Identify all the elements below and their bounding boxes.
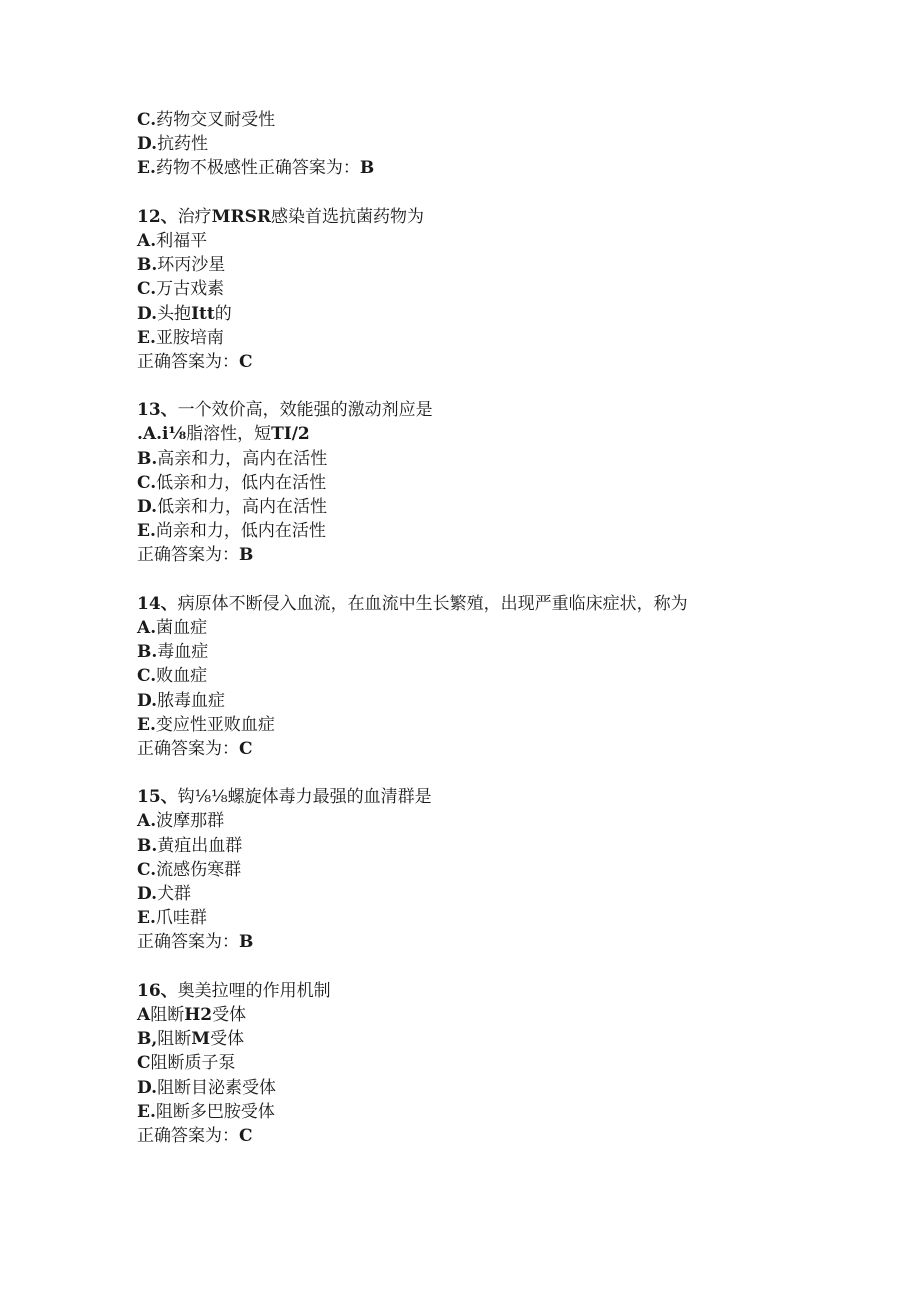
question-title: 15、钩⅛⅛螺旋体毒力最强的血清群是 xyxy=(137,787,432,808)
option-d: D.头抱Itt的 xyxy=(137,303,232,324)
option-e: E.变应性亚败血症 xyxy=(137,714,275,735)
option-b: B.黄疽出血群 xyxy=(137,835,243,856)
answer-line: 正确答案为：B xyxy=(137,545,254,566)
answer-line: 正确答案为：C xyxy=(137,1125,253,1146)
answer-line: 正确答案为：B xyxy=(137,932,254,953)
option-b: B,阻断M受体 xyxy=(137,1029,245,1050)
option-e: E.阻断多巴胺受体 xyxy=(137,1101,275,1122)
question-title: 12、治疗MRSR感染首选抗菌药物为 xyxy=(137,206,425,227)
answer-value: C xyxy=(239,351,253,372)
option-d: D.阻断目泌素受体 xyxy=(137,1077,277,1098)
answer-value: C xyxy=(239,738,253,759)
option-a: A.利福平 xyxy=(137,230,208,251)
option-c: C.药物交叉耐受性 xyxy=(137,110,276,130)
option-b: B.毒血症 xyxy=(137,642,209,663)
option-d: D.低亲和力，高内在活性 xyxy=(137,497,328,517)
option-c: C阻断质子泵 xyxy=(137,1053,236,1074)
answer-value: C xyxy=(239,1125,253,1146)
option-c: C.败血症 xyxy=(137,666,208,687)
option-e: E.爪哇群 xyxy=(137,908,207,929)
option-a: .A.i⅛脂溶性，短TI/2 xyxy=(137,424,310,445)
option-d: D.抗药性 xyxy=(137,134,209,155)
answer-value: B xyxy=(239,545,254,566)
question-title: 13、一个效价高，效能强的激动剂应是 xyxy=(137,400,433,421)
option-b: B.高亲和力，高内在活性 xyxy=(137,448,328,469)
answer-value: B xyxy=(239,932,254,953)
answer-value: B xyxy=(359,158,375,179)
option-c: C.万古戏素 xyxy=(137,279,225,300)
question-title: 16、奥美拉哩的作用机制 xyxy=(137,980,331,1001)
answer-line: 正确答案为：C xyxy=(137,738,253,759)
option-a: A.菌血症 xyxy=(137,617,208,638)
option-a: A.波摩那群 xyxy=(137,811,225,832)
option-e: E.亚胺培南 xyxy=(137,327,224,348)
option-c: C.低亲和力，低内在活性 xyxy=(137,472,327,493)
option-e: E.药物不极感性正确答案为：B xyxy=(137,158,375,179)
option-d: D.犬群 xyxy=(137,884,192,904)
option-d: D.脓毒血症 xyxy=(137,690,226,711)
option-a: A阻断H2受体 xyxy=(137,1004,247,1025)
option-c: C.流感伤寒群 xyxy=(137,859,242,880)
answer-line: 正确答案为：C xyxy=(137,351,253,372)
option-b: B.环丙沙星 xyxy=(137,255,226,276)
option-e: E.尚亲和力，低内在活性 xyxy=(137,521,326,542)
question-title: 14、病原体不断侵入血流，在血流中生长繁殖，出现严重临床症状，称为 xyxy=(137,593,688,614)
